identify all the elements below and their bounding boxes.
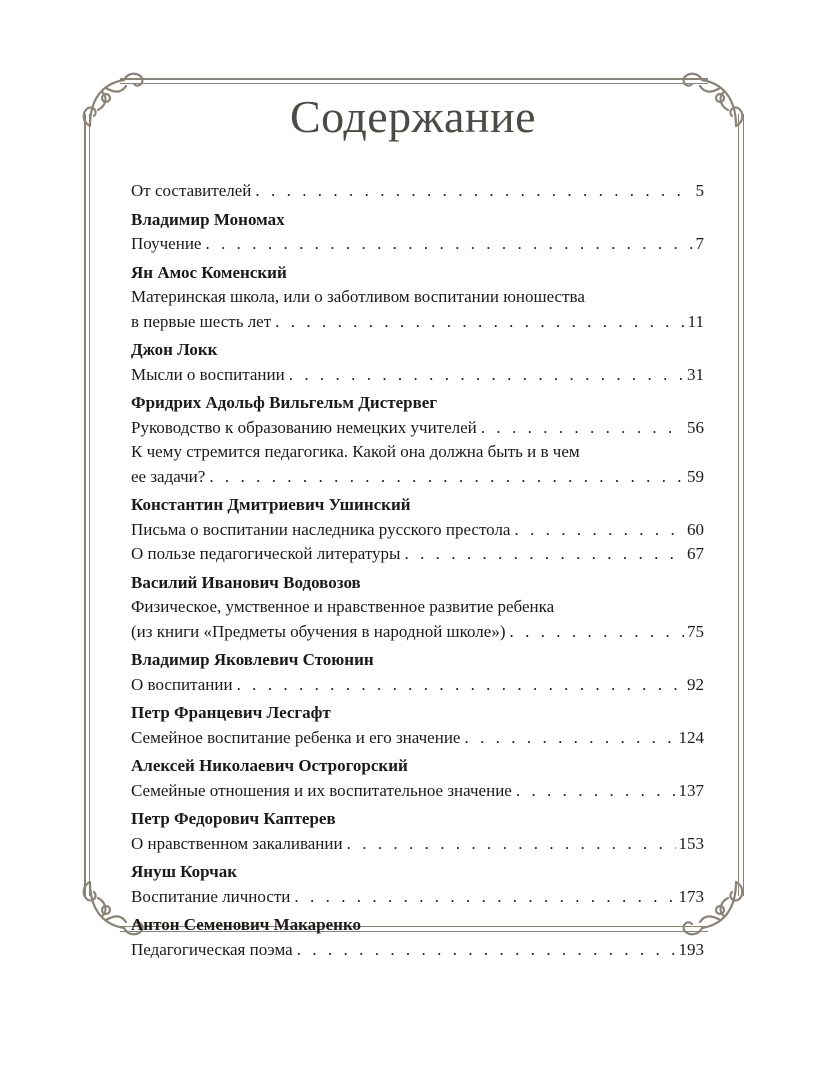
dot-leader: [343, 832, 676, 857]
toc-page-number: 173: [678, 886, 704, 906]
toc-page-number: 56: [687, 417, 704, 437]
toc-entry-title: (из книги «Предметы обучения в народной школе»): [131, 621, 506, 641]
dot-leader: [506, 620, 685, 645]
toc-entry[interactable]: [131, 518, 704, 543]
toc-author: Фридрих Адольф Вильгельм Дистервег: [131, 393, 438, 412]
dot-leader: [233, 673, 684, 698]
toc-section: [131, 391, 704, 489]
toc-author: Владимир Мономах: [131, 209, 285, 229]
toc-author: Алексей Николаевич Острогорский: [131, 756, 408, 775]
dot-leader: [271, 310, 684, 335]
toc-entry[interactable]: [131, 363, 704, 388]
toc-section: [131, 860, 704, 909]
dot-leader: [290, 885, 675, 910]
toc-author: Джон Локк: [131, 340, 218, 359]
dot-leader: [201, 232, 692, 257]
dot-leader: [400, 542, 684, 567]
table-of-contents: [131, 176, 704, 962]
toc-page-number: 67: [687, 544, 704, 563]
toc-entry-title: ее задачи?: [131, 466, 206, 486]
toc-author: Петр Францевич Лесгафт: [131, 703, 331, 722]
toc-entry-title: Семейные отношения и их воспитательное значение: [131, 780, 512, 800]
toc-section: [131, 338, 704, 387]
toc-section: [131, 493, 704, 567]
toc-page-number: 124: [678, 727, 704, 747]
toc-entry[interactable]: [131, 885, 704, 910]
toc-author: Василий Иванович Водовозов: [131, 572, 361, 592]
toc-page-number: 60: [687, 519, 704, 539]
toc-section: [131, 754, 704, 803]
toc-author: Константин Дмитриевич Ушинский: [131, 495, 411, 514]
toc-page-number: 7: [695, 234, 704, 253]
toc-page-number: 5: [695, 181, 704, 200]
toc-entry-title: Руководство к образованию немецких учителей: [131, 417, 477, 437]
toc-page-number: 59: [687, 466, 704, 486]
toc-author: Петр Федорович Каптерев: [131, 809, 336, 828]
toc-page-number: 11: [687, 311, 704, 331]
toc-entry-title: Письма о воспитании наследника русского престола: [131, 519, 511, 539]
toc-entry-title: Мысли о воспитании: [131, 364, 285, 384]
toc-page-number: 137: [678, 780, 704, 800]
toc-section: [131, 701, 704, 750]
toc-author: Владимир Яковлевич Стоюнин: [131, 650, 374, 669]
toc-entry[interactable]: [131, 832, 704, 857]
toc-author: Ян Амос Коменский: [131, 262, 287, 282]
toc-page-number: 75: [687, 621, 704, 641]
toc-author: Януш Корчак: [131, 862, 238, 881]
toc-entry-title-line: Физическое, умственное и нравственное развитие ребенка: [131, 597, 555, 616]
toc-entry[interactable]: [131, 310, 704, 335]
toc-page-number: 153: [678, 833, 704, 853]
dot-leader: [293, 938, 676, 963]
toc-entry-title: От составителей: [131, 181, 252, 200]
toc-entry[interactable]: [131, 542, 704, 567]
toc-section: [131, 648, 704, 697]
toc-entry[interactable]: [131, 779, 704, 804]
toc-entry-title-line: Материнская школа, или о заботливом воспитании юношества: [131, 287, 585, 306]
dot-leader: [285, 363, 684, 388]
toc-page-number: 92: [687, 674, 704, 694]
toc-entry[interactable]: [131, 465, 704, 490]
toc-entry-title: Семейное воспитание ребенка и его значение: [131, 727, 461, 747]
dot-leader: [512, 779, 676, 804]
toc-entry-title: О нравственном закаливании: [131, 833, 343, 853]
toc-entry-title-line: К чему стремится педагогика. Какой она должна быть и в чем: [131, 442, 580, 461]
toc-section: [131, 571, 704, 645]
toc-entry-title: в первые шесть лет: [131, 311, 272, 331]
toc-entry[interactable]: [131, 416, 704, 441]
toc-section: [131, 208, 704, 257]
dot-leader: [477, 416, 684, 441]
toc-entry-title: Воспитание личности: [131, 886, 291, 906]
toc-entry-title: Поучение: [131, 234, 202, 253]
toc-page-number: 193: [678, 939, 704, 959]
toc-entry[interactable]: [131, 938, 704, 963]
dot-leader: [205, 465, 684, 490]
toc-section: [131, 261, 704, 335]
toc-entry-title: Педагогическая поэма: [131, 939, 293, 959]
toc-entry-title: О воспитании: [131, 674, 233, 694]
toc-entry[interactable]: [131, 726, 704, 751]
toc-entry[interactable]: [131, 673, 704, 698]
toc-entry[interactable]: [131, 179, 704, 204]
toc-section: [131, 807, 704, 856]
toc-section: [131, 176, 704, 204]
toc-author: Антон Семенович Макаренко: [131, 915, 362, 934]
page-title: Содержание: [289, 91, 537, 142]
dot-leader: [251, 179, 692, 204]
toc-page-number: 31: [687, 364, 704, 384]
dot-leader: [460, 726, 675, 751]
toc-entry-title: О пользе педагогической литературы: [131, 544, 401, 563]
toc-section: [131, 913, 704, 962]
toc-entry[interactable]: [131, 620, 704, 645]
toc-entry[interactable]: [131, 232, 704, 257]
dot-leader: [510, 518, 684, 543]
